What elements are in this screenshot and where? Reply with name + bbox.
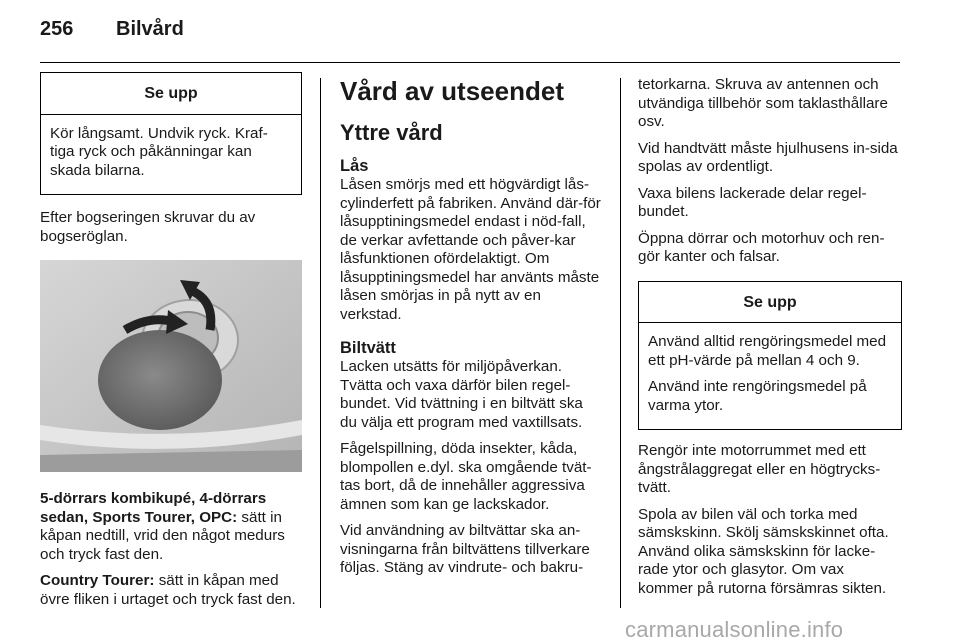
subsection-heading: Yttre vård — [340, 120, 443, 145]
paragraph: Rengör inte motorrummet med ett ångstrålaggregat eller en högtrycks-tvätt. — [638, 442, 881, 496]
paragraph: Country Tourer: sätt in kåpan med övre fliken i urtaget och tryck fast den. — [40, 572, 296, 608]
warning-box — [40, 72, 302, 195]
watermark: carmanualsonline.info — [625, 617, 844, 642]
paragraph: tetorkarna. Skruva av antennen och utvändiga tillbehör som taklasthållare osv. — [638, 76, 888, 130]
column-2 — [340, 72, 602, 586]
paragraph: Öppna dörrar och motorhuv och ren-gör kanter och falsar. — [638, 229, 885, 265]
tow-eye-cover-photo — [40, 260, 302, 472]
paragraph: Vaxa bilens lackerade delar regel-bundet. — [638, 184, 867, 220]
paragraph: Vid handtvätt måste hjulhusens in-sida spolas av ordentligt. — [638, 139, 898, 175]
warning-title: Se upp — [639, 282, 901, 324]
warning-text: Använd alltid rengöringsmedel med ett pH-värde på mellan 4 och 9. — [648, 333, 887, 369]
warning-text: Kör långsamt. Undvik ryck. Kraf-tiga ryck och påkänningar kan skada bilarna. — [50, 124, 268, 179]
column-1 — [40, 72, 302, 617]
paragraph: Spola av bilen väl och torka med sämskskinn. Skölj sämskskinnet ofta. Använd olika sämskskinn för lacke-rade ytor och glasytor. Om vax kommer på rutorna försämras sikten. — [638, 505, 889, 597]
paragraph: Fågelspillning, döda insekter, kåda, blompollen e.dyl. ska omgående tvät-tas bort, då de innehåller aggressiva ämnen som kan ge lackskador. — [340, 440, 592, 513]
cover-illustration — [40, 260, 302, 472]
paragraph: 5-dörrars kombikupé, 4-dörrars sedan, Sports Tourer, OPC: sätt in kåpan nedtill, vrid den något medurs och tryck fast den. — [40, 490, 285, 563]
warning-title: Se upp — [41, 73, 301, 115]
section-heading: Vård av utseendet — [340, 76, 564, 106]
topic-heading: Lås — [340, 157, 369, 175]
column-3 — [638, 76, 902, 606]
column-divider-2 — [620, 78, 621, 608]
warning-box — [638, 281, 902, 431]
paragraph: Efter bogseringen skruvar du av bogseröglan. — [40, 209, 256, 245]
topic-heading: Biltvätt — [340, 339, 396, 357]
column-divider-1 — [320, 78, 321, 608]
paragraph: Låsen smörjs med ett högvärdigt lås-cylinderfett på fabriken. Använd där-för låsupptiningsmedel endast i nöd-fall, de verkar avfettande och påver-kar låsfunktionen ofördelaktigt. Om låsupptiningsmedel har använts måste låsen smörjas in på nytt av en verkstad. — [340, 176, 601, 323]
page-number: 256 — [40, 18, 74, 40]
header-rule — [40, 62, 900, 63]
paragraph: Lacken utsätts för miljöpåverkan. Tvätta och vaxa därför bilen regel-bundet. Vid tvättning i en biltvätt ska du välja ett program med vaxtillsats. — [340, 358, 583, 431]
chapter-title: Bilvård — [116, 18, 184, 40]
warning-text: Använd inte rengöringsmedel på varma ytor. — [648, 378, 867, 414]
paragraph: Vid användning av biltvättar ska an-visningarna från biltvättens tillverkare följas. Stäng av vindrute- och bakru- — [340, 522, 590, 576]
